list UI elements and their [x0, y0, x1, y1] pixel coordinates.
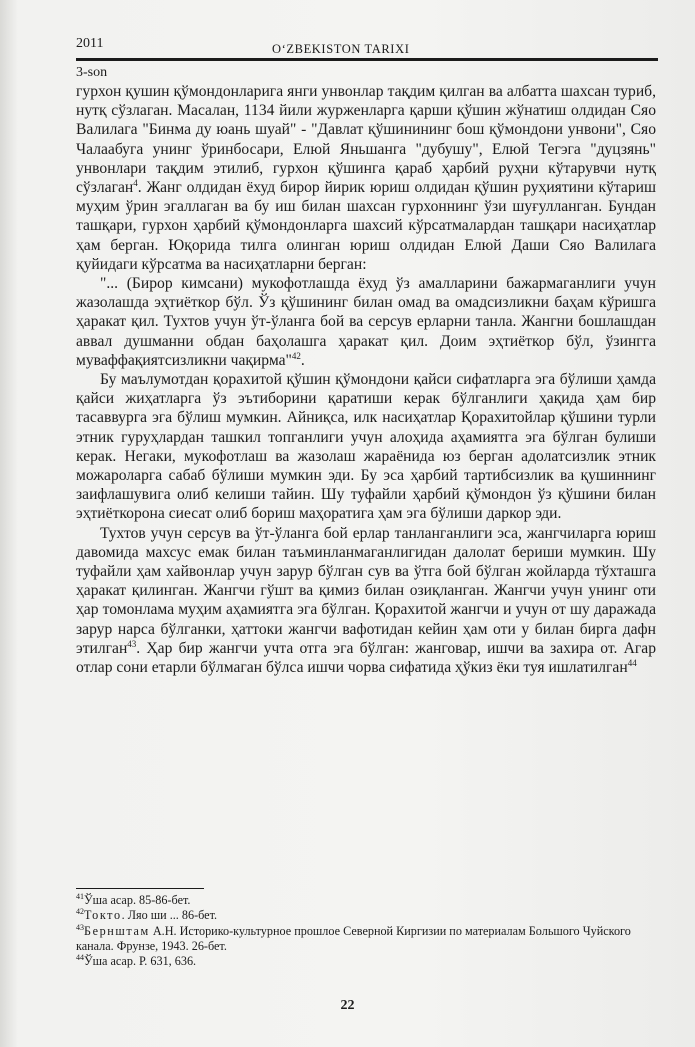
- paragraph-4-continuation: . Ҳар бир жангчи учта отга эга бўлган: жанговар, ишчи ва захира от. Агар отлар сони етарли бўлмаган бўлса ишчи чорва сифатида ҳўкиз ёки туя ишлатилган: [76, 639, 656, 677]
- journal-title: O‘ZBEKISTON TARIXI: [272, 42, 410, 56]
- paragraph-1-text: гурхон қушин қўмондонларига янги унвонлар тақдим қилган ва албатта шахсан туриб, нутқ сўзлаган. Масалан, 1134 йили журженларга қарши қўшин жўнатиш олдидан Сяо Валилага "Бинма ду юань шуай" - "Давлат қўшинининг бош қўмондони унвони", Сяо Чалаабуга унинг ўринбосари, Елюй Яньшанга "дубушу", Елюй Тегэга "дуцзянь" унвонлари тақдим этилиб, гурхон қўшинга қараб ҳарбий руҳни кўтарувчи нутқ сўзлаган: [76, 83, 656, 197]
- footnote-43: [76, 924, 656, 955]
- footnote-text: А.Н. Историко-культурное прошлое Северной Киргизии по материалам Большого Чуйского канала. Фрунзе, 1943. 26-бет.: [76, 923, 631, 953]
- footnote-ref-43: 43: [127, 638, 137, 649]
- footnote-42: [76, 908, 656, 923]
- footnote-ref-42: 42: [291, 350, 301, 361]
- quotation-text: "... (Бирор кимсани) мукофотлашда ёхуд ўз амалларини бажармаганлиги учун жазолашда эҳтиёткор бўл. Ўз қўшининг билан омад ва омадсизликни баҳам кўришга ҳаракат қил. Тухтов учун ўт-ўланга бой ва серсув ерларни танла. Жангни бошлашдан аввал душманни обдан баҳолашга ҳаракат қил. Доим эҳтиёткор бўл, ўзингга муваффақиятсизликни чақирма": [76, 275, 656, 369]
- footnotes: [76, 893, 656, 969]
- footnote-author: Токто: [84, 908, 122, 923]
- footnote-44: [76, 954, 656, 969]
- footnote-number: 41: [76, 891, 84, 901]
- running-header: [76, 34, 658, 62]
- footnote-text: Ўша асар. 85-86-бет.: [84, 893, 191, 907]
- paragraph-3: Бу маълумотдан қорахитой қўшин қўмондони қайси сифатларга эга бўлиши ҳамда қайси жиҳатларга ўз эътиборини қаратиши керак бўлганлиги ҳақида ҳам бир тасаввурга эга бўлиш мумкин. Айниқса, илк насиҳатлар Қорахитойлар қўшини турли этник гуруҳлардан ташкил топганлиги учун алоҳида аҳамиятга эга бўлган булиши керак. Негаки, мукофотлаш ва жазолаш жараёнида юз берган адолатсизлик этник можароларга сабаб бўлиши мумкин эди. Бу эса ҳарбий тартибсизлик ва қушиннинг заифлашувига олиб келиши тайин. Шу туфайли ҳарбий қўмондон ўз қўшини билан эҳтиёткорона сиесат олиб бориш маҳоратига ҳам эга бўлиши даркор эди.: [76, 371, 656, 523]
- footnote-number: 43: [76, 922, 84, 932]
- paragraph-4: [76, 524, 656, 678]
- header-year: 2011: [76, 36, 104, 51]
- footnote-number: 44: [76, 953, 84, 963]
- footnote-author: Бернштам: [84, 923, 150, 938]
- paragraph-4-text: Тухтов учун серсув ва ўт-ўланга бой ерлар танланганлиги эса, жангчиларга юриш давомида махсус емак билан таъминланмаганлигидан далолат бериши мумкин. Шу туфайли ҳам хайвонлар учун зарур бўлган сув ва ўтга бой бўлган жойларда тўхташга ҳаракат қилинган. Жангчи гўшт ва қимиз билан озиқланган. Жангчи учун унинг оти ҳар томонлама муҳим аҳамиятга эга бўлган. Қорахитой жангчи и учун от шу даражада зарур нарса бўлганки, ҳаттоки жангчи вафотидан кейин ҳам оти у билан бирга дафн этилган: [76, 524, 656, 657]
- quotation-end: .: [300, 351, 305, 369]
- footnote-41: [76, 893, 656, 908]
- paragraph-1: [76, 82, 656, 274]
- footnote-ref-4: 4: [133, 177, 138, 188]
- footnote-ref-44: 44: [627, 657, 637, 668]
- quotation-paragraph: [76, 274, 656, 370]
- body-text: [76, 82, 656, 677]
- footnote-separator: [76, 888, 204, 889]
- paragraph-1-continuation: . Жанг олдидан ёхуд бирор йирик юриш олдидан қўшин руҳиятини кўтариш муҳим ўрин эгаллаган ва бу иш билан шахсан гурхоннинг ўзи шуғулланган. Бундан ташқари, гурхон ҳарбий қўмондонларга шахсий кўрсатмалардан ташқари насиҳатлар ҳам берган. Юқорида тилга олинган юриш олдидан Елюй Даши Сяо Валилага қуйидаги кўрсатма ва насиҳатларни берган:: [76, 179, 656, 273]
- footnote-text: . Ляо ши ... 86-бет.: [121, 908, 218, 923]
- page-number: 22: [340, 998, 355, 1013]
- footnote-text: Ўша асар. Р. 631, 636.: [84, 954, 197, 969]
- footnote-number: 42: [76, 907, 84, 917]
- issue-label: 3-son: [76, 65, 108, 80]
- header-rule: [76, 58, 658, 61]
